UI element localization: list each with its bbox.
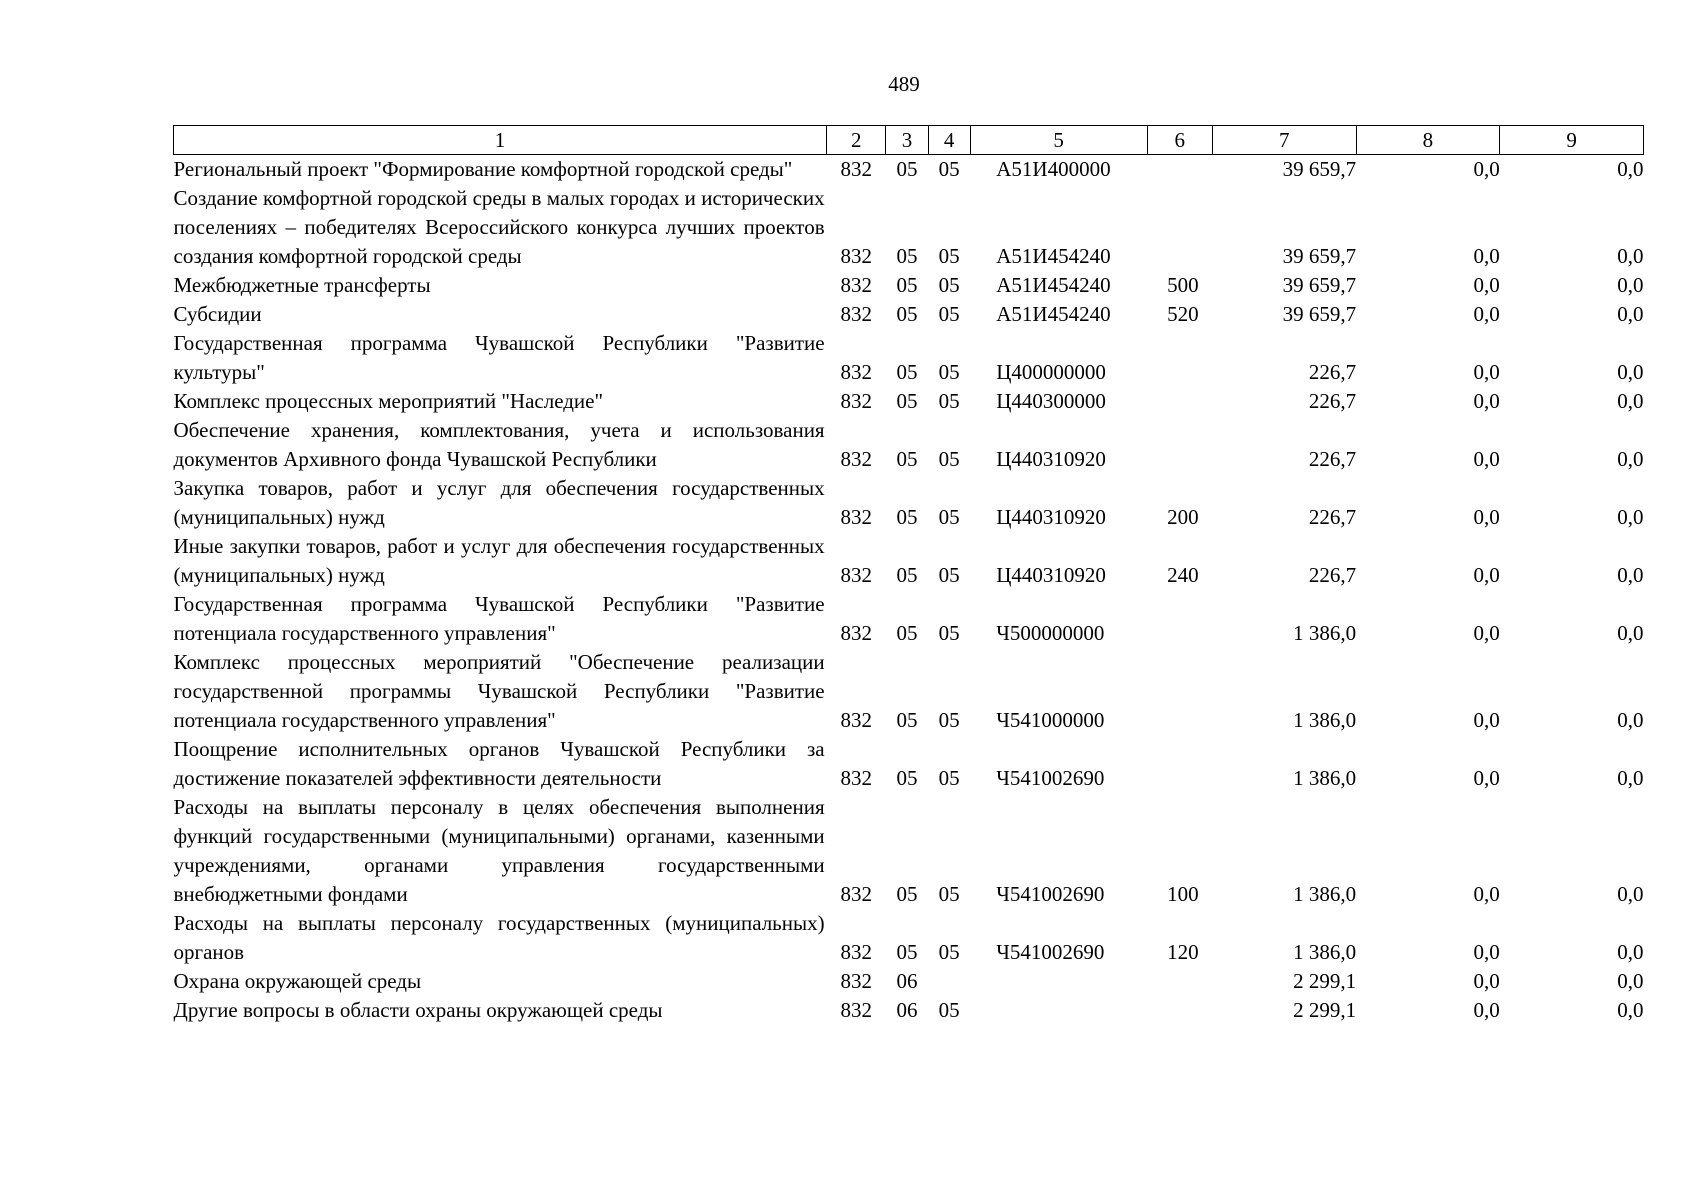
row-grbs: 832 bbox=[840, 157, 872, 181]
row-section: 05 bbox=[896, 621, 918, 645]
row-section: 05 bbox=[896, 273, 918, 297]
row-amount-col9: 0,0 bbox=[1617, 766, 1644, 790]
row-subsection: 05 bbox=[938, 998, 960, 1022]
row-expense-type bbox=[1147, 735, 1212, 793]
row-section: 05 bbox=[896, 302, 918, 326]
budget-table bbox=[173, 125, 1644, 1025]
row-name: Поощрение исполнительных органов Чувашской Республики за достижение показателей эффективности деятельности bbox=[173, 737, 825, 790]
row-name: Комплекс процессных мероприятий "Наследие" bbox=[173, 389, 604, 413]
row-target-article: Ц440300000 bbox=[996, 389, 1106, 413]
row-expense-type: 240 bbox=[1167, 563, 1199, 587]
header-col-5: 5 bbox=[970, 126, 1147, 155]
row-name: Государственная программа Чувашской Республики "Развитие культуры" bbox=[173, 331, 825, 384]
row-target-article: Ч500000000 bbox=[996, 621, 1105, 645]
row-target-article: Ц440310920 bbox=[996, 563, 1106, 587]
row-target-article bbox=[970, 996, 1147, 1025]
row-amount-col7: 39 659,7 bbox=[1282, 302, 1357, 326]
row-subsection: 05 bbox=[938, 766, 960, 790]
row-section: 05 bbox=[896, 389, 918, 413]
table-row bbox=[174, 329, 1644, 387]
row-amount-col9: 0,0 bbox=[1617, 244, 1644, 268]
row-name: Создание комфортной городской среды в малых городах и исторических поселениях – победителях Всероссийского конкурса лучших проектов создания комфортной городской среды bbox=[173, 186, 825, 268]
row-grbs: 832 bbox=[840, 563, 872, 587]
row-amount-col9: 0,0 bbox=[1617, 302, 1644, 326]
row-subsection: 05 bbox=[938, 273, 960, 297]
row-section: 05 bbox=[896, 360, 918, 384]
row-amount-col7: 39 659,7 bbox=[1282, 244, 1357, 268]
row-section: 06 bbox=[896, 969, 918, 993]
row-subsection: 05 bbox=[938, 563, 960, 587]
row-name: Расходы на выплаты персоналу государственных (муниципальных) органов bbox=[173, 911, 825, 964]
row-amount-col8: 0,0 bbox=[1473, 447, 1500, 471]
row-section: 05 bbox=[896, 244, 918, 268]
row-target-article: А51И454240 bbox=[996, 273, 1111, 297]
row-expense-type bbox=[1147, 590, 1212, 648]
row-section: 05 bbox=[896, 157, 918, 181]
row-target-article: Ч541002690 bbox=[996, 940, 1105, 964]
row-amount-col8: 0,0 bbox=[1473, 302, 1500, 326]
row-amount-col8: 0,0 bbox=[1473, 621, 1500, 645]
row-amount-col7: 226,7 bbox=[1308, 389, 1357, 413]
row-subsection: 05 bbox=[938, 505, 960, 529]
row-name: Закупка товаров, работ и услуг для обеспечения государственных (муниципальных) нужд bbox=[173, 476, 825, 529]
header-col-6: 6 bbox=[1147, 126, 1212, 155]
row-amount-col7: 39 659,7 bbox=[1282, 157, 1357, 181]
row-section: 05 bbox=[896, 940, 918, 964]
row-target-article: А51И454240 bbox=[996, 302, 1111, 326]
row-amount-col8: 0,0 bbox=[1473, 940, 1500, 964]
row-expense-type bbox=[1147, 184, 1212, 271]
row-amount-col8: 0,0 bbox=[1473, 969, 1500, 993]
row-amount-col8: 0,0 bbox=[1473, 273, 1500, 297]
row-amount-col7: 226,7 bbox=[1308, 563, 1357, 587]
row-amount-col7: 1 386,0 bbox=[1293, 708, 1357, 732]
row-amount-col7: 2 299,1 bbox=[1293, 969, 1357, 993]
row-grbs: 832 bbox=[840, 302, 872, 326]
table-row bbox=[174, 155, 1644, 185]
row-target-article: Ц400000000 bbox=[996, 360, 1106, 384]
row-amount-col7: 39 659,7 bbox=[1282, 273, 1357, 297]
row-name: Государственная программа Чувашской Республики "Развитие потенциала государственного управления" bbox=[173, 592, 825, 645]
row-amount-col8: 0,0 bbox=[1473, 505, 1500, 529]
row-name: Обеспечение хранения, комплектования, учета и использования документов Архивного фонда Чувашской Республики bbox=[173, 418, 825, 471]
row-expense-type: 100 bbox=[1167, 882, 1199, 906]
row-amount-col9: 0,0 bbox=[1617, 882, 1644, 906]
header-row bbox=[174, 126, 1644, 155]
row-grbs: 832 bbox=[840, 882, 872, 906]
table-header bbox=[174, 126, 1644, 155]
row-target-article: Ц440310920 bbox=[996, 505, 1106, 529]
row-target-article: А51И400000 bbox=[996, 157, 1111, 181]
row-amount-col7: 226,7 bbox=[1308, 447, 1357, 471]
row-expense-type bbox=[1147, 967, 1212, 996]
row-target-article: Ц440310920 bbox=[996, 447, 1106, 471]
page-number: 489 bbox=[888, 72, 920, 96]
row-section: 05 bbox=[896, 708, 918, 732]
row-amount-col8: 0,0 bbox=[1473, 389, 1500, 413]
row-grbs: 832 bbox=[840, 273, 872, 297]
row-name: Региональный проект "Формирование комфортной городской среды" bbox=[173, 157, 793, 181]
table-row bbox=[174, 967, 1644, 996]
row-subsection: 05 bbox=[938, 389, 960, 413]
table-row bbox=[174, 648, 1644, 735]
row-section: 05 bbox=[896, 505, 918, 529]
row-section: 05 bbox=[896, 766, 918, 790]
row-subsection: 05 bbox=[938, 621, 960, 645]
row-name: Иные закупки товаров, работ и услуг для обеспечения государственных (муниципальных) нужд bbox=[173, 534, 825, 587]
row-section: 05 bbox=[896, 563, 918, 587]
row-expense-type bbox=[1147, 416, 1212, 474]
row-subsection: 05 bbox=[938, 447, 960, 471]
row-grbs: 832 bbox=[840, 447, 872, 471]
row-name: Субсидии bbox=[173, 302, 262, 326]
row-name: Межбюджетные трансферты bbox=[173, 273, 431, 297]
header-col-2: 2 bbox=[827, 126, 886, 155]
row-target-article: А51И454240 bbox=[996, 244, 1111, 268]
row-grbs: 832 bbox=[840, 360, 872, 384]
row-grbs: 832 bbox=[840, 708, 872, 732]
row-amount-col8: 0,0 bbox=[1473, 563, 1500, 587]
row-name: Охрана окружающей среды bbox=[173, 969, 422, 993]
table-row bbox=[174, 184, 1644, 271]
row-amount-col7: 1 386,0 bbox=[1293, 766, 1357, 790]
row-target-article bbox=[970, 967, 1147, 996]
row-amount-col9: 0,0 bbox=[1617, 447, 1644, 471]
row-grbs: 832 bbox=[840, 998, 872, 1022]
row-grbs: 832 bbox=[840, 969, 872, 993]
row-subsection: 05 bbox=[938, 302, 960, 326]
table-row bbox=[174, 387, 1644, 416]
header-col-7: 7 bbox=[1212, 126, 1356, 155]
row-name: Комплекс процессных мероприятий "Обеспечение реализации государственной программы Чувашской Республики "Развитие потенциала государственного управления" bbox=[173, 650, 825, 732]
row-amount-col7: 1 386,0 bbox=[1293, 882, 1357, 906]
header-col-8: 8 bbox=[1356, 126, 1500, 155]
row-expense-type bbox=[1147, 648, 1212, 735]
table-row bbox=[174, 793, 1644, 909]
row-grbs: 832 bbox=[840, 940, 872, 964]
row-grbs: 832 bbox=[840, 766, 872, 790]
row-amount-col8: 0,0 bbox=[1473, 998, 1500, 1022]
row-name: Расходы на выплаты персоналу в целях обеспечения выполнения функций государственными (муниципальными) органами, казенными учреждениями, органами управления государственными внебюджетными фондами bbox=[173, 795, 825, 906]
header-col-9: 9 bbox=[1500, 126, 1644, 155]
table-row bbox=[174, 590, 1644, 648]
row-amount-col9: 0,0 bbox=[1617, 969, 1644, 993]
table-row bbox=[174, 474, 1644, 532]
row-subsection: 05 bbox=[938, 940, 960, 964]
row-amount-col7: 226,7 bbox=[1308, 360, 1357, 384]
row-amount-col8: 0,0 bbox=[1473, 882, 1500, 906]
row-section: 05 bbox=[896, 447, 918, 471]
row-amount-col9: 0,0 bbox=[1617, 360, 1644, 384]
row-subsection: 05 bbox=[938, 157, 960, 181]
row-subsection: 05 bbox=[938, 360, 960, 384]
row-grbs: 832 bbox=[840, 505, 872, 529]
row-amount-col7: 2 299,1 bbox=[1293, 998, 1357, 1022]
row-grbs: 832 bbox=[840, 621, 872, 645]
row-grbs: 832 bbox=[840, 389, 872, 413]
row-amount-col9: 0,0 bbox=[1617, 389, 1644, 413]
row-name: Другие вопросы в области охраны окружающей среды bbox=[173, 998, 663, 1022]
table-row bbox=[174, 271, 1644, 300]
row-amount-col8: 0,0 bbox=[1473, 157, 1500, 181]
row-amount-col7: 1 386,0 bbox=[1293, 940, 1357, 964]
table-row bbox=[174, 735, 1644, 793]
table-row bbox=[174, 909, 1644, 967]
row-amount-col9: 0,0 bbox=[1617, 505, 1644, 529]
row-amount-col7: 1 386,0 bbox=[1293, 621, 1357, 645]
row-amount-col9: 0,0 bbox=[1617, 998, 1644, 1022]
row-amount-col9: 0,0 bbox=[1617, 273, 1644, 297]
row-section: 06 bbox=[896, 998, 918, 1022]
row-amount-col9: 0,0 bbox=[1617, 563, 1644, 587]
row-expense-type: 520 bbox=[1167, 302, 1199, 326]
row-expense-type bbox=[1147, 329, 1212, 387]
row-amount-col8: 0,0 bbox=[1473, 708, 1500, 732]
row-amount-col8: 0,0 bbox=[1473, 360, 1500, 384]
row-amount-col8: 0,0 bbox=[1473, 244, 1500, 268]
row-subsection: 05 bbox=[938, 882, 960, 906]
row-expense-type bbox=[1147, 155, 1212, 185]
row-expense-type bbox=[1147, 387, 1212, 416]
row-target-article: Ч541002690 bbox=[996, 882, 1105, 906]
row-expense-type: 200 bbox=[1167, 505, 1199, 529]
row-amount-col8: 0,0 bbox=[1473, 766, 1500, 790]
row-expense-type: 500 bbox=[1167, 273, 1199, 297]
row-subsection: 05 bbox=[938, 244, 960, 268]
row-amount-col9: 0,0 bbox=[1617, 708, 1644, 732]
header-col-3: 3 bbox=[886, 126, 928, 155]
row-amount-col9: 0,0 bbox=[1617, 940, 1644, 964]
row-target-article: Ч541000000 bbox=[996, 708, 1105, 732]
row-target-article: Ч541002690 bbox=[996, 766, 1105, 790]
table-row bbox=[174, 532, 1644, 590]
row-section: 05 bbox=[896, 882, 918, 906]
header-col-1: 1 bbox=[174, 126, 827, 155]
row-expense-type bbox=[1147, 996, 1212, 1025]
row-subsection: 05 bbox=[938, 708, 960, 732]
header-col-4: 4 bbox=[928, 126, 970, 155]
row-grbs: 832 bbox=[840, 244, 872, 268]
row-amount-col9: 0,0 bbox=[1617, 157, 1644, 181]
row-amount-col9: 0,0 bbox=[1617, 621, 1644, 645]
table-body bbox=[174, 155, 1644, 1026]
row-subsection bbox=[928, 967, 970, 996]
table-row bbox=[174, 996, 1644, 1025]
row-amount-col7: 226,7 bbox=[1308, 505, 1357, 529]
table-row bbox=[174, 300, 1644, 329]
row-expense-type: 120 bbox=[1167, 940, 1199, 964]
table-row bbox=[174, 416, 1644, 474]
